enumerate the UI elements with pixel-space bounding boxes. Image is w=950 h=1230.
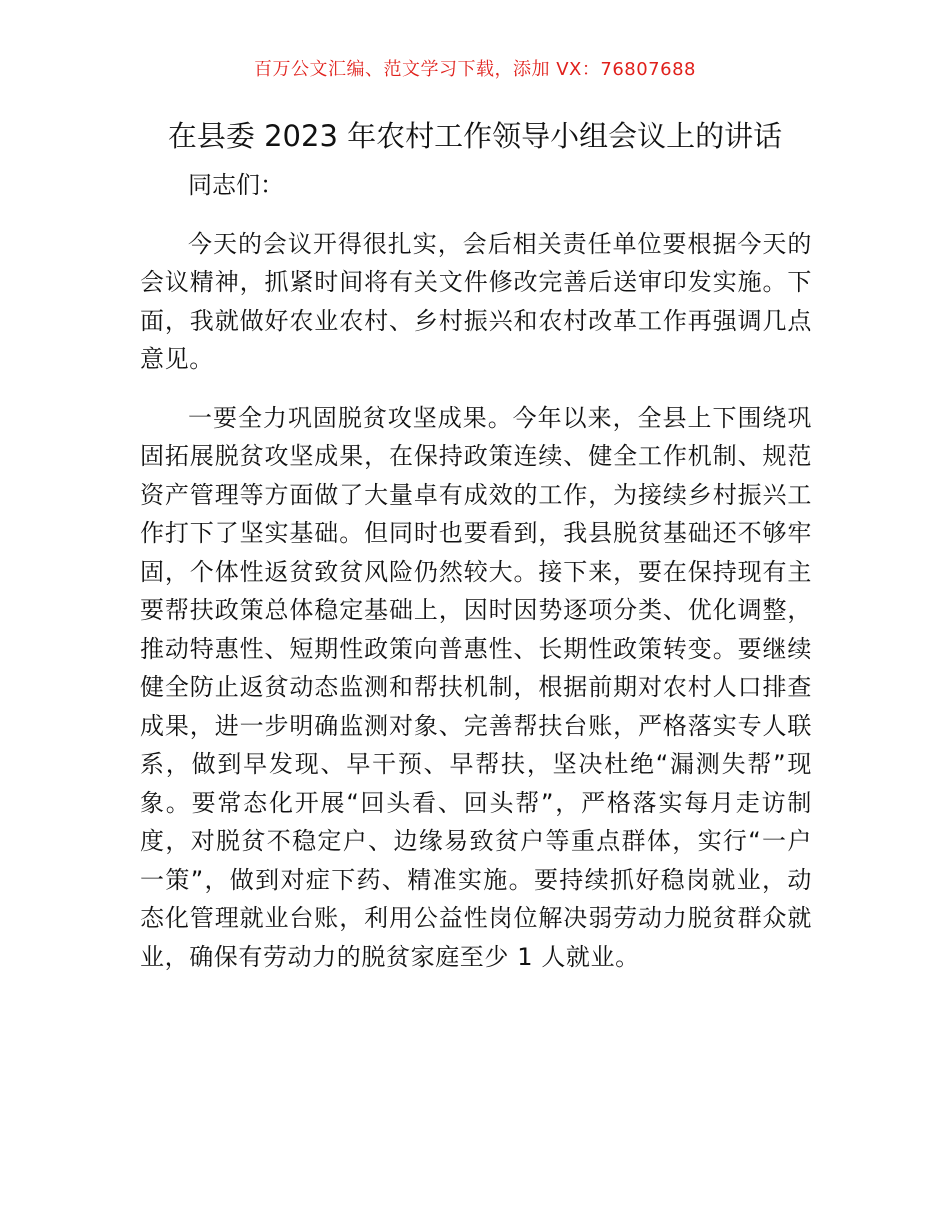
paragraph-poverty-alleviation: 一要全力巩固脱贫攻坚成果。今年以来，全县上下围绕巩固拓展脱贫攻坚成果，在保持政策连续、健全工作机制、规范资产管理等方面做了大量卓有成效的工作，为接续乡村振兴工作打下了坚实基础。但同时也要看到，我县脱贫基础还不够牢固，个体性返贫致贫风险仍然较大。接下来，要在保持现有主要帮扶政策总体稳定基础上，因时因势逐项分类、优化调整，推动特惠性、短期性政策向普惠性、长期性政策转变。要继续健全防止返贫动态监测和帮扶机制，根据前期对农村人口排查成果，进一步明确监测对象、完善帮扶台账，严格落实专人联系，做到早发现、早干预、早帮扶，坚决杜绝“漏测失帮”现象。要常态化开展“回头看、回头帮”，严格落实每月走访制度，对脱贫不稳定户、边缘易致贫户等重点群体，实行“一户一策”，做到对症下药、精准实施。要持续抓好稳岗就业，动态化管理就业台账，利用公益性岗位解决弱劳动力脱贫群众就业，确保有劳动力的脱贫家庭至少 1 人就业。: [140, 403, 812, 971]
page-title: 在县委 2023 年农村工作领导小组会议上的讲话: [167, 119, 783, 153]
salutation: 同志们：: [188, 171, 284, 199]
document-body: [140, 166, 812, 996]
header-note: 百万公文汇编、范文学习下载，添加 VX：76807688: [254, 59, 696, 80]
paragraph-intro: 今天的会议开得很扎实，会后相关责任单位要根据今天的会议精神，抓紧时间将有关文件修改完善后送审印发实施。下面，我就做好农业农村、乡村振兴和农村改革工作再强调几点意见。: [140, 229, 812, 373]
